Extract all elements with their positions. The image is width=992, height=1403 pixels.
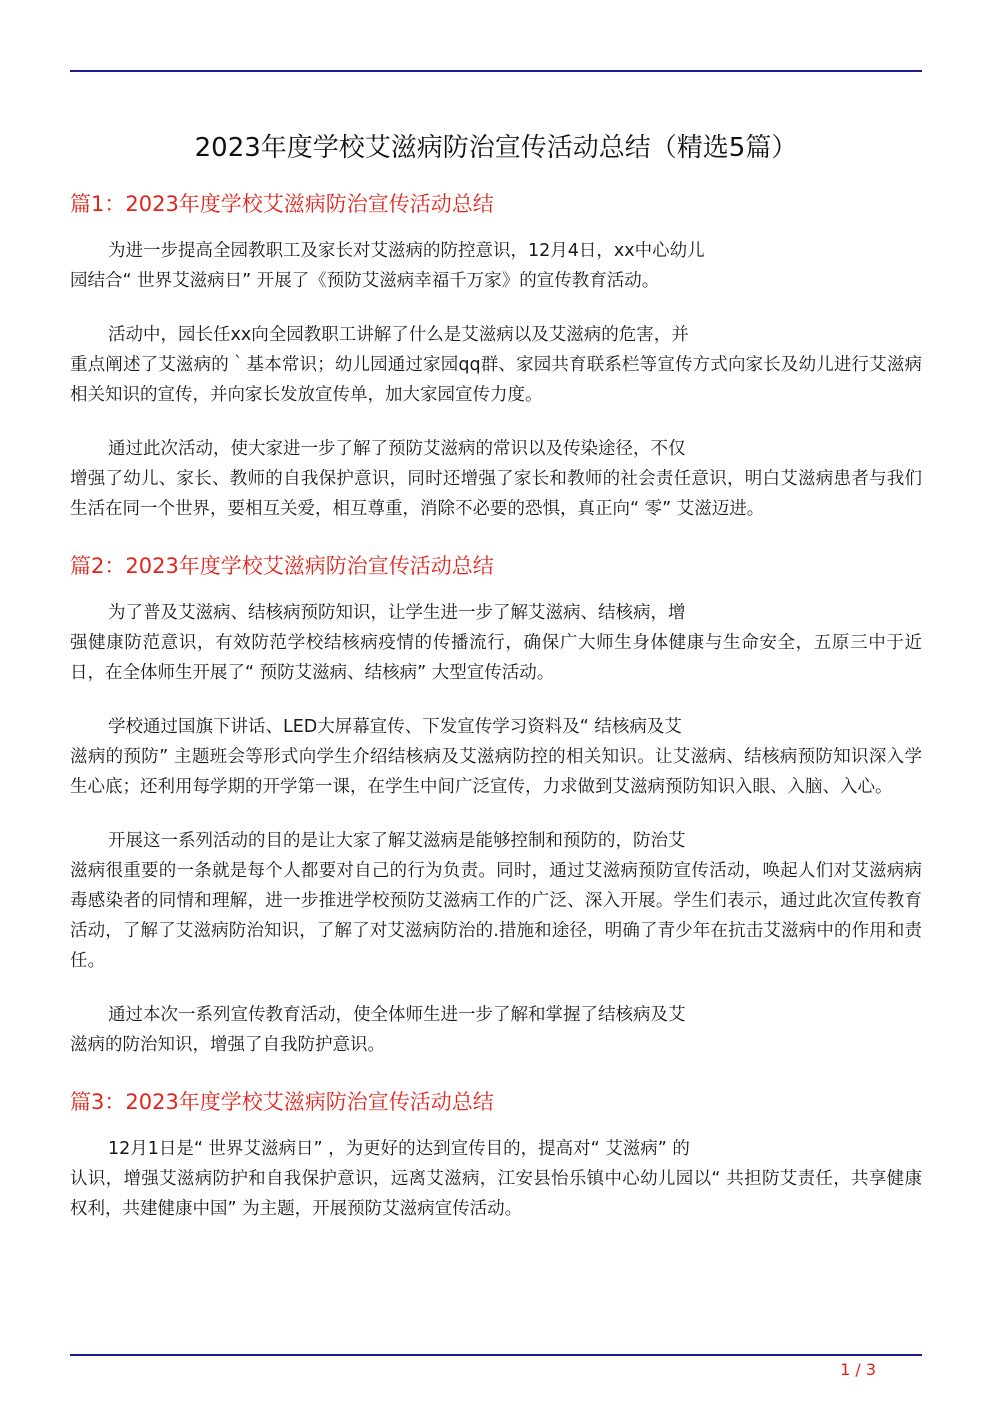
document-body xyxy=(70,186,922,1248)
paragraph-body: 园结合“ 世界艾滋病日” 开展了《预防艾滋病幸福千万家》的宣传教育活动。 xyxy=(70,271,660,291)
footer-rule xyxy=(70,1354,922,1356)
paragraph xyxy=(70,236,922,296)
paragraph xyxy=(70,320,922,410)
section-1 xyxy=(70,186,922,524)
paragraph-body: 增强了幼儿、家长、教师的自我保护意识，同时还增强了家长和教师的社会责任意识，明白艾滋病患者与我们生活在同一个世界，要相互关爱，相互尊重，消除不必要的恐惧，真正向“ 零” 艾滋迈进。 xyxy=(70,469,922,519)
paragraph-first-line: 通过本次一系列宣传教育活动，使全体师生进一步了解和掌握了结核病及艾 xyxy=(108,1005,686,1025)
paragraph-first-line: 12月1日是“ 世界艾滋病日” ，为更好的达到宣传目的，提高对“ 艾滋病” 的 xyxy=(108,1139,690,1159)
paragraph-first-line: 开展这一系列活动的目的是让大家了解艾滋病是能够控制和预防的，防治艾 xyxy=(108,831,686,851)
paragraph-first-line: 为了普及艾滋病、结核病预防知识，让学生进一步了解艾滋病、结核病，增 xyxy=(108,603,686,623)
section-heading: 篇2：2023年度学校艾滋病防治宣传活动总结 xyxy=(70,554,494,578)
paragraph-body: 滋病的防治知识，增强了自我防护意识。 xyxy=(70,1035,385,1055)
section-3 xyxy=(70,1084,922,1224)
paragraph-first-line: 通过此次活动，使大家进一步了解了预防艾滋病的常识以及传染途径，不仅 xyxy=(108,439,686,459)
section-heading: 篇1：2023年度学校艾滋病防治宣传活动总结 xyxy=(70,192,494,216)
page-title: 2023年度学校艾滋病防治宣传活动总结（精选5篇） xyxy=(194,133,798,163)
paragraph-first-line: 活动中，园长任xx向全园教职工讲解了什么是艾滋病以及艾滋病的危害，并 xyxy=(108,325,689,345)
paragraph xyxy=(70,434,922,524)
header-rule xyxy=(70,70,922,72)
paragraph-body: 滋病的预防” 主题班会等形式向学生介绍结核病及艾滋病防控的相关知识。让艾滋病、结核病预防知识深入学生心底；还利用每学期的开学第一课，在学生中间广泛宣传，力求做到艾滋病预防知识入眼、入脑、入心。 xyxy=(70,747,922,797)
paragraph-body: 重点阐述了艾滋病的｀基本常识；幼儿园通过家园qq群、家园共育联系栏等宣传方式向家长及幼儿进行艾滋病相关知识的宣传，并向家长发放宣传单，加大家园宣传力度。 xyxy=(70,355,922,405)
paragraph xyxy=(70,712,922,802)
page-number: 1 / 3 xyxy=(840,1360,876,1379)
paragraph xyxy=(70,598,922,688)
paragraph-first-line: 学校通过国旗下讲话、LED大屏幕宣传、下发宣传学习资料及“ 结核病及艾 xyxy=(108,717,682,737)
paragraph-body: 认识，增强艾滋病防护和自我保护意识，远离艾滋病，江安县怡乐镇中心幼儿园以“ 共担防艾责任，共享健康权利，共建健康中国” 为主题，开展预防艾滋病宣传活动。 xyxy=(70,1169,922,1219)
paragraph-body: 滋病很重要的一条就是每个人都要对自己的行为负责。同时，通过艾滋病预防宣传活动，唤起人们对艾滋病病毒感染者的同情和理解，进一步推进学校预防艾滋病工作的广泛、深入开展。学生们表示，通过此次宣传教育活动，了解了艾滋病防治知识，了解了对艾滋病防治的.措施和途径，明确了青少年在抗击艾滋病中的作用和责任。 xyxy=(70,861,922,971)
paragraph-first-line: 为进一步提高全园教职工及家长对艾滋病的防控意识，12月4日，xx中心幼儿 xyxy=(108,241,705,261)
paragraph-body: 强健康防范意识，有效防范学校结核病疫情的传播流行，确保广大师生身体健康与生命安全，五原三中于近日，在全体师生开展了“ 预防艾滋病、结核病” 大型宣传活动。 xyxy=(70,633,922,683)
paragraph xyxy=(70,1000,922,1060)
section-2 xyxy=(70,548,922,1060)
section-heading: 篇3：2023年度学校艾滋病防治宣传活动总结 xyxy=(70,1090,494,1114)
paragraph xyxy=(70,1134,922,1224)
paragraph xyxy=(70,826,922,976)
